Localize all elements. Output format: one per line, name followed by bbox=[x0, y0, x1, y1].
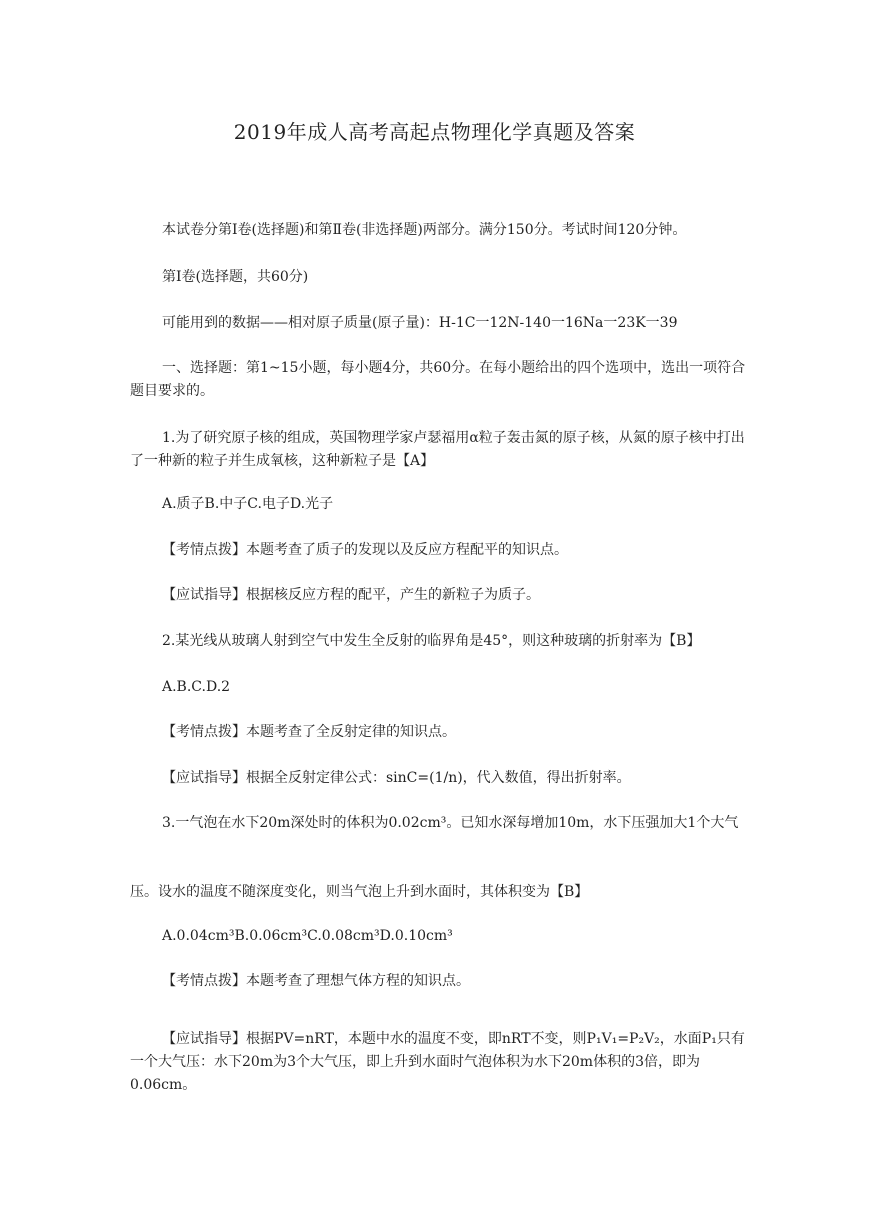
question-3-options: A.0.04cm³B.0.06cm³C.0.08cm³D.0.10cm³ bbox=[162, 928, 453, 944]
document-title: 2019年成人高考高起点物理化学真题及答案 bbox=[233, 120, 636, 144]
section-heading: 第Ⅰ卷(选择题，共60分) bbox=[162, 269, 309, 285]
question-2-analysis: 【考情点拨】本题考查了全反射定律的知识点。 bbox=[162, 724, 456, 740]
question-2-guidance: 【应试指导】根据全反射定律公式：sinC=(1/n)，代入数值，得出折射率。 bbox=[162, 770, 631, 786]
exam-intro: 本试卷分第Ⅰ卷(选择题)和第Ⅱ卷(非选择题)两部分。满分150分。考试时间120分钟。 bbox=[162, 222, 687, 238]
question-3-guidance: 【应试指导】根据PV=nRT，本题中水的温度不变，即nRT不变，则P₁V₁=P₂V₂，水面P₁只有一个大气压：水下20m为3个大气压，即上升到水面时气泡体积为水下20m体积的3倍，即为0.06cm。 bbox=[130, 1031, 745, 1093]
question-instructions: 一、选择题：第1~15小题，每小题4分，共60分。在每小题给出的四个选项中，选出一项符合题目要求的。 bbox=[130, 360, 746, 399]
atomic-mass-data: 可能用到的数据——相对原子质量(原子量)：H-1C一12N-140一16Na一23K一39 bbox=[162, 315, 678, 331]
question-1: 1.为了研究原子核的组成，英国物理学家卢瑟福用α粒子轰击氮的原子核，从氮的原子核中打出了一种新的粒子并生成氧核，这种新粒子是【A】 bbox=[130, 430, 745, 469]
question-3-analysis: 【考情点拨】本题考查了理想气体方程的知识点。 bbox=[162, 973, 470, 989]
question-1-options: A.质子B.中子C.电子D.光子 bbox=[162, 496, 334, 512]
question-1-analysis: 【考情点拨】本题考查了质子的发现以及反应方程配平的知识点。 bbox=[162, 542, 568, 558]
question-2-options: A.B.C.D.2 bbox=[162, 679, 231, 695]
question-2: 2.某光线从玻璃人射到空气中发生全反射的临界角是45°，则这种玻璃的折射率为【B】 bbox=[162, 633, 701, 649]
question-3: 3.一气泡在水下20m深处时的体积为0.02cm³。已知水深每增加10m，水下压强加大1个大气 bbox=[162, 815, 739, 831]
question-1-guidance: 【应试指导】根据核反应方程的配平，产生的新粒子为质子。 bbox=[162, 587, 540, 603]
question-3-continued: 压。设水的温度不随深度变化，则当气泡上升到水面时，其体积变为【B】 bbox=[130, 884, 589, 900]
